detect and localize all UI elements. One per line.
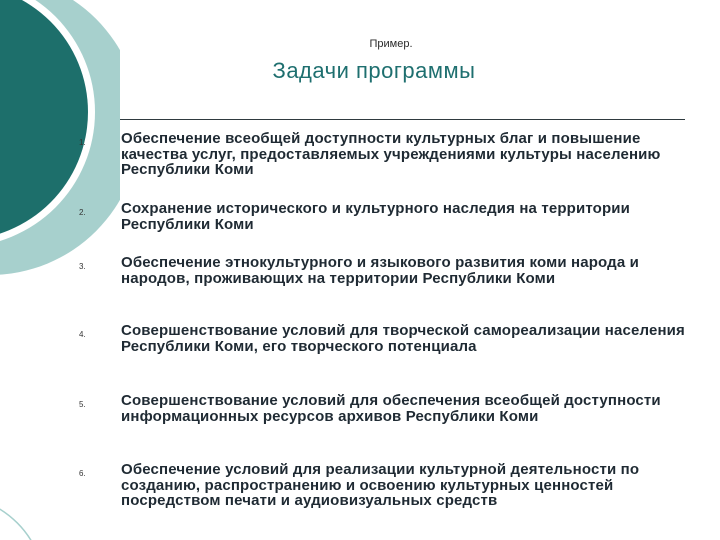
task-number: 1. (79, 138, 86, 147)
task-text: Обеспечение условий для реализации культурной деятельности по созданию, распространению и освоению культурных ценностей посредством печати и аудиовизуальных средств (121, 461, 640, 509)
example-label: Пример. (369, 38, 413, 50)
task-text: Обеспечение этнокультурного и языкового развития коми народа и народов, проживающих на территории Республики Коми (121, 254, 640, 287)
page-title: Задачи программы (272, 58, 476, 83)
task-number: 2. (79, 208, 86, 217)
task-text: Совершенствование условий для обеспечения всеобщей доступности информационных ресурсов архивов Республики Коми (121, 392, 661, 425)
task-number: 6. (79, 469, 86, 478)
task-text: Обеспечение всеобщей доступности культурных благ и повышение качества услуг, предоставляемых учреждениями культуры населению Республики Коми (121, 130, 661, 178)
task-number: 3. (79, 262, 86, 271)
task-text: Сохранение исторического и культурного наследия на территории Республики Коми (121, 200, 631, 233)
title-divider (120, 119, 685, 120)
task-text: Совершенствование условий для творческой самореализации населения Республики Коми, его творческого потенциала (121, 322, 685, 355)
task-number: 5. (79, 400, 86, 409)
task-number: 4. (79, 330, 86, 339)
lower-outline-circle (0, 495, 45, 540)
